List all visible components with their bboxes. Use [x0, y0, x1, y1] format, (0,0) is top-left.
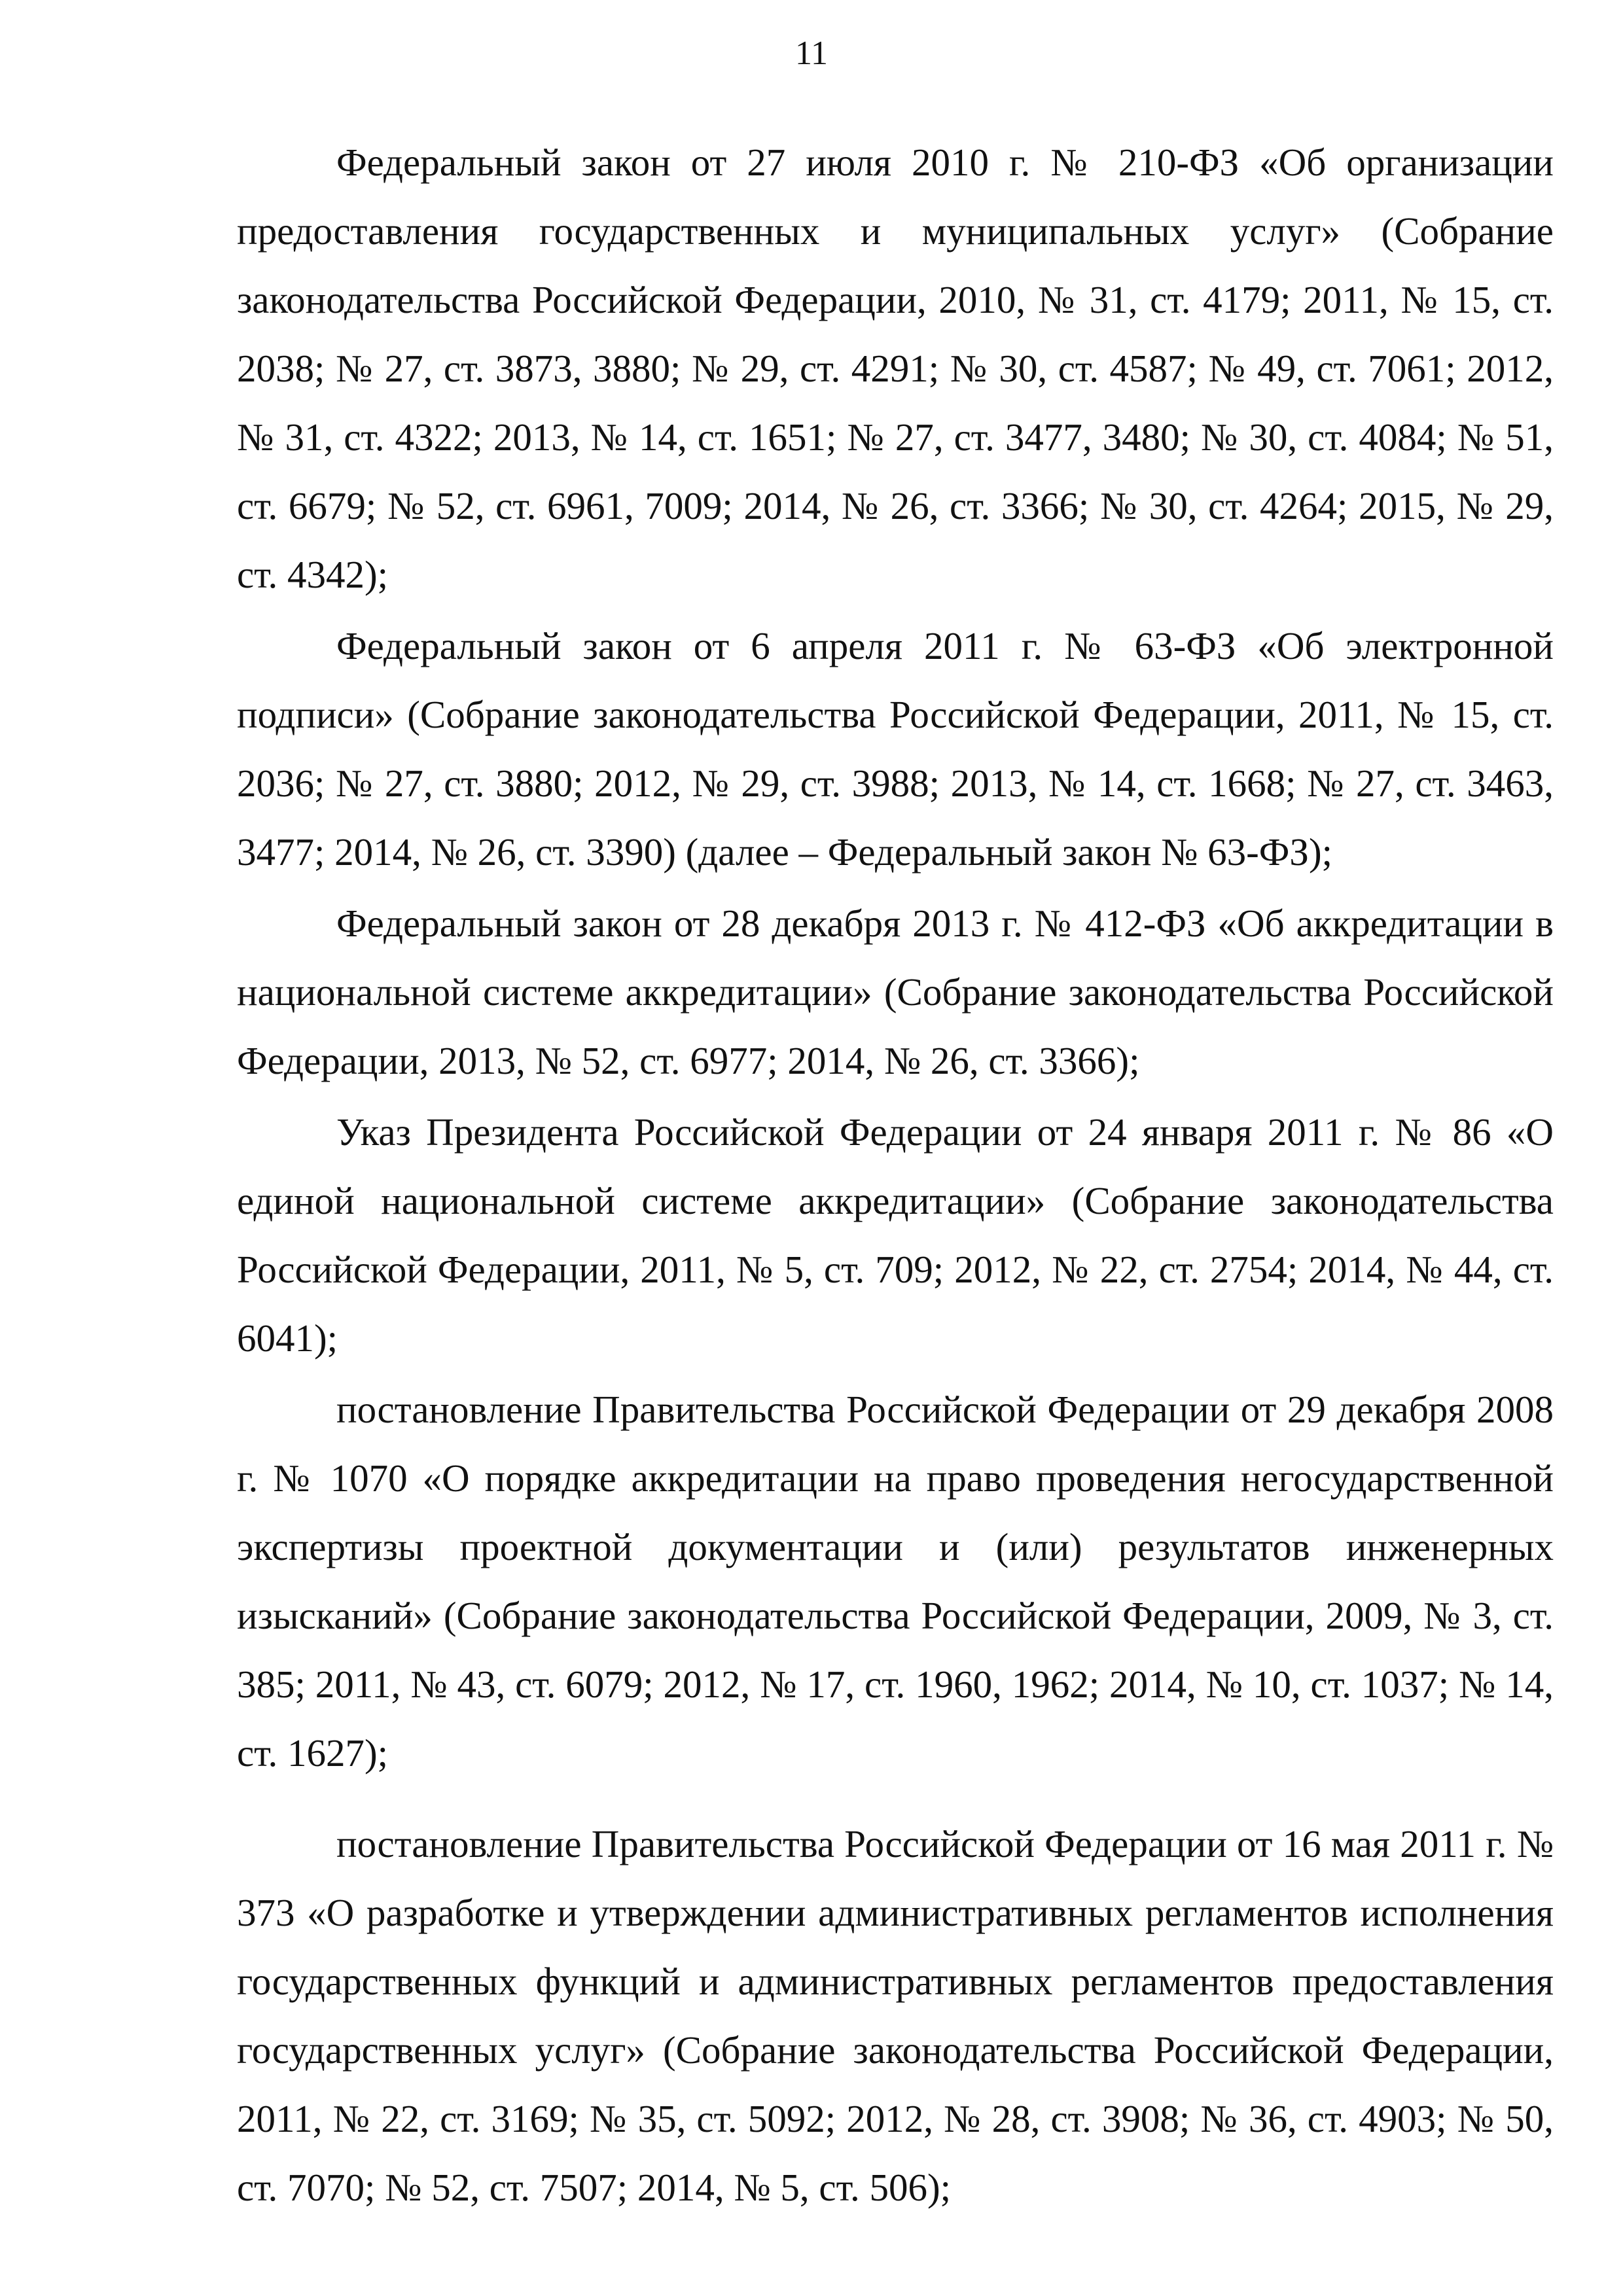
paragraph-government-resolution-1070: постановление Правительства Российской Федерации от 29 декабря 2008 г. № 1070 «О порядке аккредитации на право проведения негосударственной экспертизы проектной документации и (или) результатов инженерных изысканий» (Собрание законодательства Российской Федерации, 2009, № 3, ст. 385; 2011, № 43, ст. 6079; 2012, № 17, ст. 1960, 1962; 2014, № 10, ст. 1037; № 14, ст. 1627); [237, 1388, 1554, 1775]
paragraph-presidential-decree-86: Указ Президента Российской Федерации от 24 января 2011 г. № 86 «О единой национальной системе аккредитации» (Собрание законодательства Российской Федерации, 2011, № 5, ст. 709; 2012, № 22, ст. 2754; 2014, № 44, ст. 6041); [237, 1110, 1554, 1360]
paragraph-government-resolution-373: постановление Правительства Российской Федерации от 16 мая 2011 г. № 373 «О разработке и утверждении административных регламентов исполнения государственных функций и административных регламентов предоставления государственных услуг» (Собрание законодательства Российской Федерации, 2011, № 22, ст. 3169; № 35, ст. 5092; 2012, № 28, ст. 3908; № 36, ст. 4903; № 50, ст. 7070; № 52, ст. 7507; 2014, № 5, ст. 506); [237, 1822, 1554, 2209]
paragraph-federal-law-412: Федеральный закон от 28 декабря 2013 г. № 412-ФЗ «Об аккредитации в национальной системе аккредитации» (Собрание законодательства Российской Федерации, 2013, № 52, ст. 6977; 2014, № 26, ст. 3366); [237, 902, 1554, 1082]
paragraph-federal-law-63: Федеральный закон от 6 апреля 2011 г. № 63-ФЗ «Об электронной подписи» (Собрание законодательства Российской Федерации, 2011, № 15, ст. 2036; № 27, ст. 3880; 2012, № 29, ст. 3988; 2013, № 14, ст. 1668; № 27, ст. 3463, 3477; 2014, № 26, ст. 3390) (далее – Федеральный закон № 63-ФЗ); [237, 624, 1554, 874]
document-body [237, 128, 1554, 2225]
paragraph-federal-law-210: Федеральный закон от 27 июля 2010 г. № 210-ФЗ «Об организации предоставления государственных и муниципальных услуг» (Собрание законодательства Российской Федерации, 2010, № 31, ст. 4179; 2011, № 15, ст. 2038; № 27, ст. 3873, 3880; № 29, ст. 4291; № 30, ст. 4587; № 49, ст. 7061; 2012, № 31, ст. 4322; 2013, № 14, ст. 1651; № 27, ст. 3477, 3480; № 30, ст. 4084; № 51, ст. 6679; № 52, ст. 6961, 7009; 2014, № 26, ст. 3366; № 30, ст. 4264; 2015, № 29, ст. 4342); [237, 141, 1554, 596]
page-number: 11 [794, 35, 829, 72]
